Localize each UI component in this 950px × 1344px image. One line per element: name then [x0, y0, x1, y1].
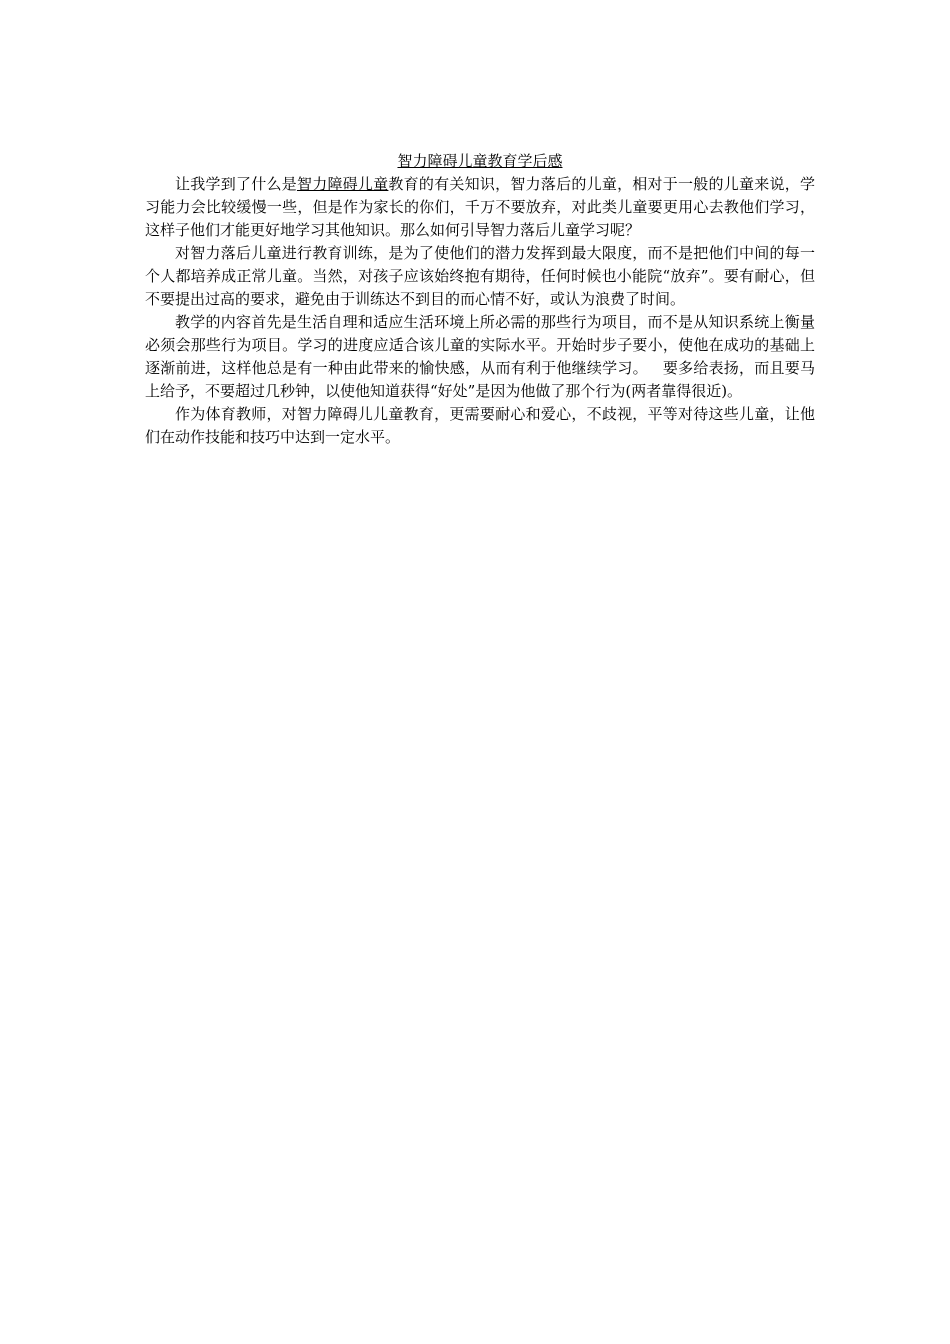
paragraph-1 [145, 173, 815, 242]
paragraph-3: 教学的内容首先是生活自理和适应生活环境上所必需的那些行为项目，而不是从知识系统上衡量必须会那些行为项目。学习的进度应适合该儿童的实际水平。开始时步子要小，使他在成功的基础上逐渐前进，这样他总是有一种由此带来的愉快感，从而有利于他继续学习。 要多给表扬，而且要马上给予，不要超过几秒钟，以使他知道获得“好处”是因为他做了那个行为(两者靠得很近)。 [145, 313, 815, 400]
document-page [145, 150, 815, 449]
paragraph-1-prefix: 让我学到了什么是 [175, 175, 297, 193]
paragraph-4: 作为体育教师，对智力障碍儿儿童教育，更需要耐心和爱心，不歧视，平等对待这些儿童，让他们在动作技能和技巧中达到一定水平。 [145, 405, 815, 446]
document-title: 智力障碍儿童教育学后感 [397, 152, 563, 170]
paragraph-1-suffix: 教育的有关知识，智力落后的儿童，相对于一般的儿童来说，学习能力会比较缓慢一些，但是作为家长的你们，千万不要放弃，对此类儿童要更用心去教他们学习，这样子他们才能更好地学习其他知识。那么如何引导智力落后儿童学习呢？ [145, 175, 815, 239]
paragraph-2: 对智力落后儿童进行教育训练，是为了使他们的潜力发挥到最大限度，而不是把他们中间的每一个人都培养成正常儿童。当然，对孩子应该始终抱有期待，任何时候也小能院“放弃”。要有耐心，但不要提出过高的要求，避免由于训练达不到目的而心情不好，或认为浪费了时间。 [145, 244, 815, 308]
keyword-link[interactable]: 智力障碍儿童 [296, 175, 389, 193]
